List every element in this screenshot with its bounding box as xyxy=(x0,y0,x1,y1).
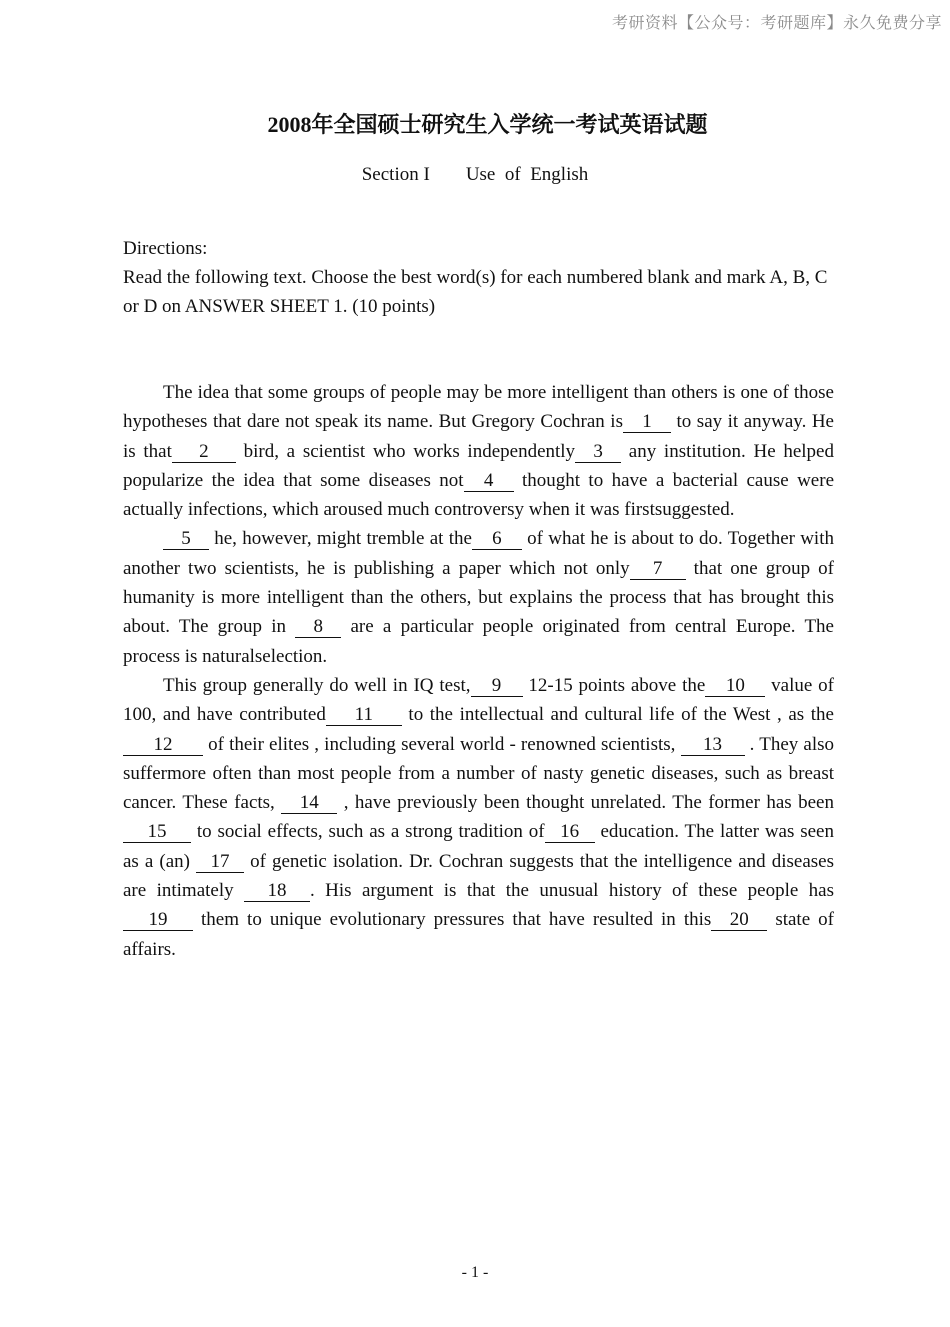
cloze-passage xyxy=(123,378,834,964)
section-heading xyxy=(0,164,950,186)
passage-text: that one group of humanity is more intelligent than the others, but explains the process that has brought this about. The group in xyxy=(123,557,834,638)
passage-text: of genetic isolation. Dr. Cochran suggests that the intelligence and diseases are intimately xyxy=(123,850,834,902)
passage-text: The idea that some groups of people may be more intelligent than others is one of those hypotheses that dare not speak its name. But Gregory Cochran is xyxy=(123,382,834,433)
exam-title: 2008年全国硕士研究生入学统一考试英语试题 xyxy=(267,112,708,137)
blank-1: 1 xyxy=(623,412,671,433)
blank-9: 9 xyxy=(471,676,523,697)
directions-heading: Directions: xyxy=(123,238,208,259)
passage-text: 12-15 points above the xyxy=(522,674,706,696)
blank-13: 13 xyxy=(681,735,745,756)
directions-block xyxy=(123,234,835,321)
section-label: Section I xyxy=(361,164,430,185)
blank-8: 8 xyxy=(295,617,341,638)
passage-text: them to unique evolutionary pressures that have resulted in this xyxy=(193,909,712,931)
passage-text: are a particular people originated from central Europe. The process is naturalselection. xyxy=(123,616,834,667)
blank-14: 14 xyxy=(281,793,337,814)
passage-text: any institution. He helped popularize the idea that some diseases not xyxy=(123,440,834,491)
blank-17: 17 xyxy=(196,852,244,873)
watermark: 考研资料【公众号：考研题库】永久免费分享 xyxy=(611,13,942,32)
passage-text: to the intellectual and cultural life of the West , as the xyxy=(401,704,834,726)
blank-16: 16 xyxy=(545,822,595,843)
blank-2: 2 xyxy=(172,442,236,463)
blank-19: 19 xyxy=(123,910,193,931)
paragraph-1 xyxy=(123,378,834,524)
passage-text: . They also suffermore often than most people from a number of nasty genetic diseases, such as breast cancer. These facts, xyxy=(123,733,834,814)
section-name: Use of English xyxy=(465,164,589,185)
passage-text: bird, a scientist who works independently xyxy=(235,440,576,462)
passage-text: to say it anyway. He is that xyxy=(123,411,834,462)
blank-12: 12 xyxy=(123,735,203,756)
blank-18: 18 xyxy=(244,881,310,902)
blank-15: 15 xyxy=(123,822,191,843)
passage-text: he, however, might tremble at the xyxy=(209,528,472,550)
passage-text: education. The latter was seen as a (an) xyxy=(123,821,834,872)
passage-text: thought to have a bacterial cause were actually infections, which aroused much controversy when it was firstsuggested. xyxy=(123,469,835,521)
passage-text: to social effects, such as a strong tradition of xyxy=(191,821,545,843)
passage-text: of what he is about to do. Together with another two scientists, he is publishing a paper which not only xyxy=(123,528,834,579)
blank-3: 3 xyxy=(575,442,621,463)
paragraph-3 xyxy=(123,671,834,964)
blank-5: 5 xyxy=(163,529,209,550)
blank-7: 7 xyxy=(630,559,686,580)
blank-4: 4 xyxy=(464,471,514,492)
paragraph-2 xyxy=(123,524,834,670)
passage-text: This group generally do well in IQ test, xyxy=(163,674,471,696)
passage-text: of their elites , including several world - renowned scientists, xyxy=(203,733,681,755)
passage-text: . His argument is that the unusual history of these people has xyxy=(310,880,835,902)
blank-6: 6 xyxy=(472,529,522,550)
blank-11: 11 xyxy=(326,705,402,726)
directions-text: Read the following text. Choose the best word(s) for each numbered blank and mark A, B, C or D on ANSWER SHEET 1. (10 points) xyxy=(123,267,828,317)
passage-text: state of affairs. xyxy=(123,909,834,960)
page-number: - 1 - xyxy=(461,1264,489,1281)
passage-text: value of 100, and have contributed xyxy=(123,674,835,726)
blank-10: 10 xyxy=(705,676,765,697)
passage-text: , have previously been thought unrelated. The former has been xyxy=(337,792,834,814)
blank-20: 20 xyxy=(711,910,767,931)
